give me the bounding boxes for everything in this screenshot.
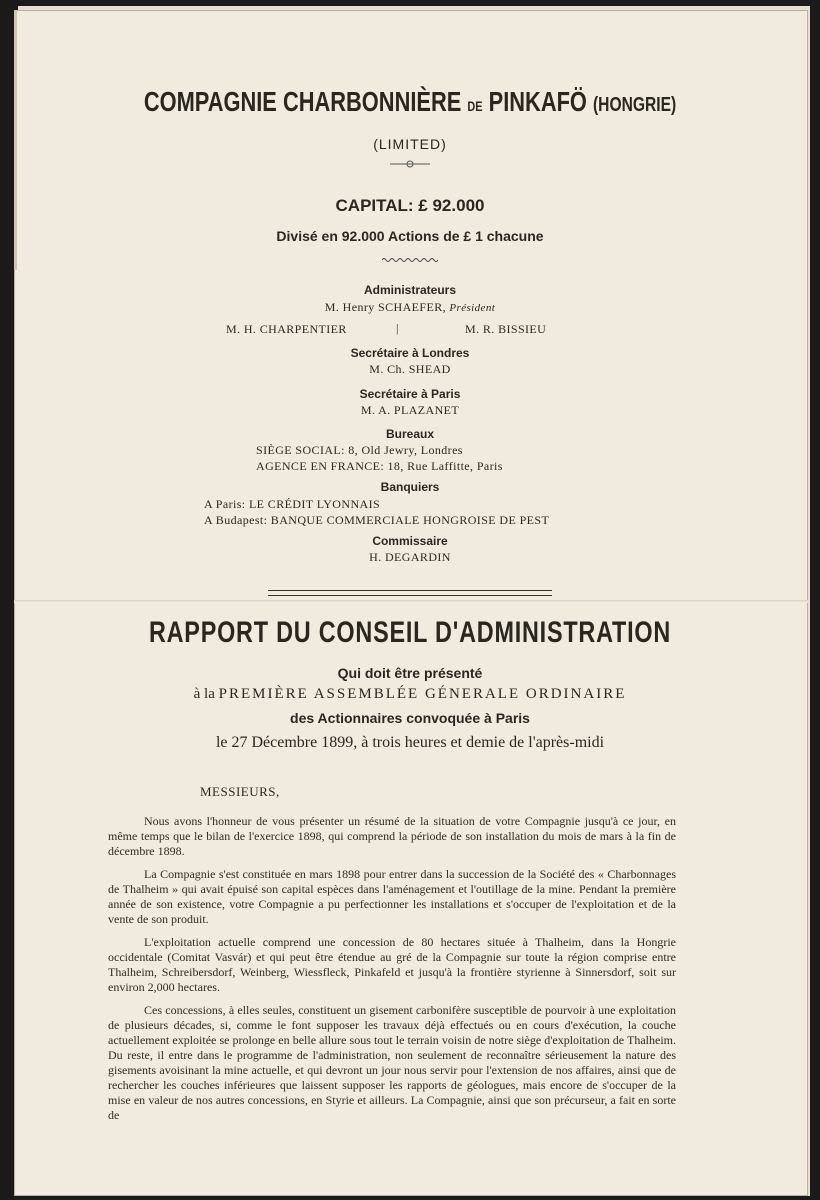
company-main: COMPAGNIE CHARBONNIÈRE	[143, 86, 462, 117]
rapport-line-2-prefix: à la	[193, 686, 215, 702]
sec-paris-heading: Secrétaire à Paris	[359, 387, 461, 401]
report-body	[108, 814, 676, 1131]
commissaire-name: H. DEGARDIN	[369, 550, 451, 564]
admin-right: M. R. BISSIEU	[465, 322, 547, 336]
president-name: M. Henry SCHAEFER,	[324, 300, 447, 314]
shares-line: Divisé en 92.000 Actions de £ 1 chacune	[276, 228, 544, 244]
squiggle-divider	[0, 255, 820, 266]
rapport-line-4: le 27 Décembre 1899, à trois heures et demie de l'après-midi	[215, 734, 605, 751]
rapport-line-1: Qui doit être présenté	[337, 665, 483, 681]
rapport-line-3: des Actionnaires convoquée à Paris	[290, 710, 530, 726]
banquiers-heading: Banquiers	[380, 480, 440, 494]
bureaux-line-2: AGENCE EN FRANCE: 18, Rue Laffitte, Paris	[256, 459, 503, 473]
company-de: DE	[467, 98, 483, 114]
president-title: Président	[449, 302, 496, 314]
company-name: PINKAFÖ	[488, 86, 587, 117]
limited-label: (LIMITED)	[373, 136, 447, 152]
capital-line: CAPITAL: £ 92.000	[335, 196, 485, 215]
fold-crease	[14, 600, 808, 603]
company-title	[90, 86, 730, 118]
company-country: (HONGRIE)	[592, 94, 677, 116]
banquiers-line-1: A Paris: LE CRÉDIT LYONNAIS	[204, 497, 381, 511]
paragraph-4: Ces concessions, à elles seules, constituent un gisement carbonifère susceptible de pourvoir à une exploitation de plusieurs décades, si, comme le font supposer les travaux déjà effectués ou en cours d'exécution, la couche actuellement exploitée se prolonge en belle allure sous tout le terrain voisin de notre siège d'exploitation de Thalheim. Du reste, il entre dans le programme de l'administration, non seulement de reconnaître sérieusement la nature des gisements avoisinant la mine actuelle, et qui devront un jour nous servir pour l'extension de nos affaires, ainsi que de rechercher les couches inférieures que laissent supposer les rapports de géologues, mais encore de s'occuper de la mise en valeur de nos autres concessions, en Styrie et ailleurs. La Compagnie, ainsi que son précurseur, a fait en sorte de	[108, 1003, 676, 1122]
sec-londres-name: M. Ch. SHEAD	[369, 362, 451, 376]
rapport-line-2-caps: PREMIÈRE ASSEMBLÉE GÉNERALE ORDINAIRE	[218, 686, 627, 702]
banquiers-line-2: A Budapest: BANQUE COMMERCIALE HONGROISE DE PEST	[204, 513, 550, 527]
paragraph-1: Nous avons l'honneur de vous présenter un résumé de la situation de votre Compagnie jusqu'à ce jour, en même temps que le bilan de l'exercice 1898, qui comprend la période de son installation du mois de mars à la fin de décembre 1898.	[108, 814, 676, 858]
rapport-line-2	[0, 686, 820, 703]
salutation: MESSIEURS,	[200, 784, 280, 799]
sec-paris-name: M. A. PLAZANET	[360, 403, 460, 417]
sec-londres-heading: Secrétaire à Londres	[350, 346, 470, 360]
administrateurs-heading: Administrateurs	[363, 283, 457, 297]
president-line	[0, 300, 820, 315]
rapport-title: RAPPORT DU CONSEIL D'ADMINISTRATION	[148, 616, 672, 649]
admin-left: M. H. CHARPENTIER	[226, 322, 347, 336]
bureaux-heading: Bureaux	[385, 427, 435, 441]
admin-separator: |	[396, 321, 399, 335]
section-divider	[268, 590, 552, 596]
bureaux-line-1: SIÈGE SOCIAL: 8, Old Jewry, Londres	[256, 443, 463, 457]
paragraph-3: L'exploitation actuelle comprend une concession de 80 hectares située à Thalheim, dans la Hongrie occidentale (Comitat Vasvár) et qui peut être étendue au gré de la Compagnie sur toute la région comprise entre Thalheim, Schreibersdorf, Weinberg, Wiessfleck, Pinkafeld et jusqu'à la frontière styrienne à Sinnersdorf, soit sur environ 2,000 hectares.	[108, 935, 676, 994]
commissaire-heading: Commissaire	[372, 534, 448, 548]
ornament-divider	[0, 160, 820, 171]
paragraph-2: La Compagnie s'est constituée en mars 1898 pour entrer dans la succession de la Société des « Charbonnages de Thalheim » qui avait épuisé son capital espèces dans l'aménagement et l'outillage de la mine. Pendant la première année de son existence, votre Compagnie a pu perfectionner les installations et s'occuper de l'exploitation et de la vente de son produit.	[108, 867, 676, 926]
